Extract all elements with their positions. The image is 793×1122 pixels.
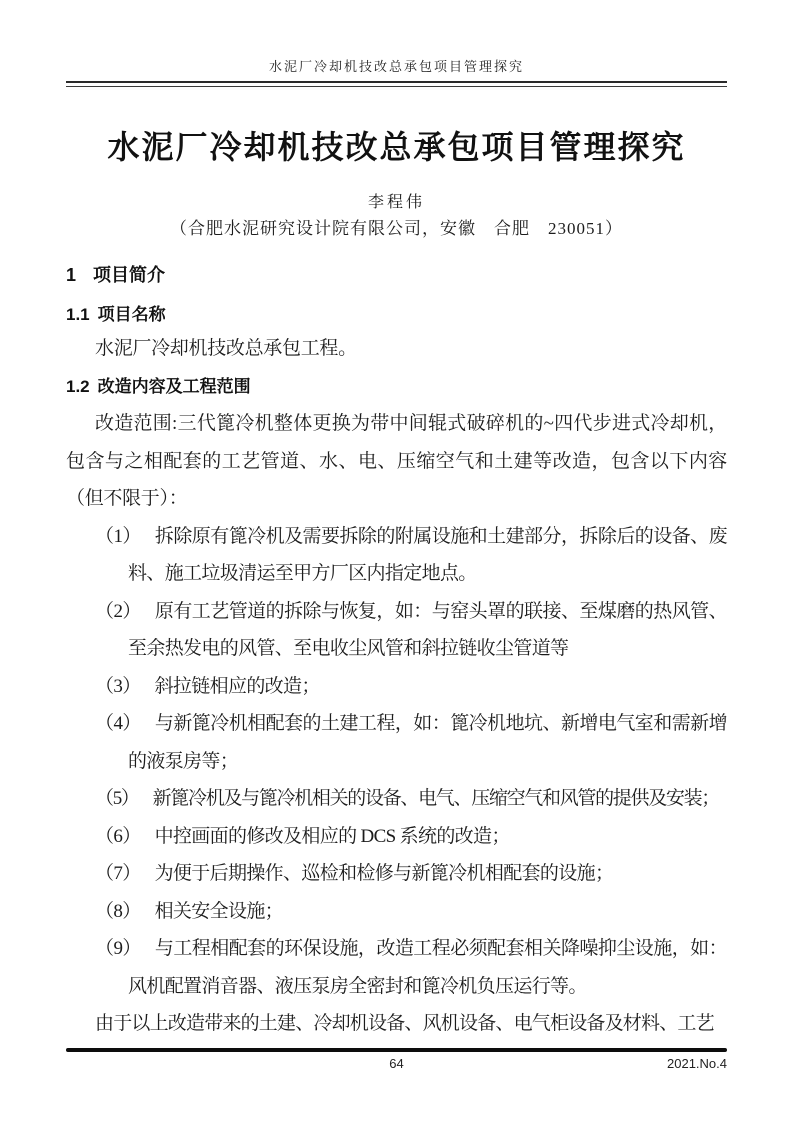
section-number: 1.1 bbox=[66, 305, 90, 324]
section-number: 1 bbox=[66, 265, 77, 285]
section-heading-1 bbox=[66, 263, 727, 287]
list-item-text: 原有工艺管道的拆除与恢复，如：与窑头罩的联接、至煤磨的热风管、至余热发电的风管、至电收尘风管和斜拉链收尘管道等 bbox=[128, 600, 727, 659]
list-item-number: （5） bbox=[95, 788, 139, 809]
list-item-text: 为便于后期操作、巡检和检修与新篦冷机相配套的设施； bbox=[154, 863, 614, 884]
list-item-number: （6） bbox=[95, 825, 141, 847]
section-heading-1-2 bbox=[66, 375, 727, 399]
list-item-number: （3） bbox=[95, 675, 141, 697]
author-name: 李程伟 bbox=[367, 194, 425, 211]
issue-label: 2021.No.4 bbox=[667, 1056, 727, 1071]
list-item-number: （9） bbox=[95, 938, 141, 959]
scope-list bbox=[66, 518, 727, 1006]
list-item-number: （7） bbox=[95, 863, 141, 884]
paragraph-closing: 由于以上改造带来的土建、冷却机设备、风机设备、电气柜设备及材料、工艺 bbox=[95, 1013, 714, 1034]
list-item-text: 拆除原有篦冷机及需要拆除的附属设施和土建部分，拆除后的设备、废料、施工垃圾清运至甲方厂区内指定地点。 bbox=[128, 525, 727, 584]
list-item-text: 与新篦冷机相配套的土建工程，如：篦冷机地坑、新增电气室和需新增的液泵房等； bbox=[128, 713, 727, 772]
paragraph-scope-intro: 改造范围:三代篦冷机整体更换为带中间辊式破碎机的~四代步进式冷却机，包含与之相配套的工艺管道、水、电、压缩空气和土建等改造，包含以下内容（但不限于）： bbox=[66, 413, 727, 509]
list-item-text: 与工程相配套的环保设施，改造工程必须配套相关降噪抑尘设施，如：风机配置消音器、液压泵房全密封和篦冷机负压运行等。 bbox=[128, 938, 727, 997]
section-number: 1.2 bbox=[66, 377, 90, 396]
list-item-text: 新篦冷机及与篦冷机相关的设备、电气、压缩空气和风管的提供及安装； bbox=[152, 788, 720, 809]
list-item-number: （1） bbox=[95, 525, 141, 547]
footer-row bbox=[66, 1055, 727, 1072]
author-affiliation: （合肥水泥研究设计院有限公司，安徽 合肥 230051） bbox=[170, 219, 623, 238]
list-item-text: 相关安全设施； bbox=[154, 900, 284, 922]
page-footer bbox=[66, 1048, 727, 1072]
list-item-number: （8） bbox=[95, 900, 141, 922]
list-item bbox=[66, 593, 727, 668]
list-item bbox=[66, 930, 727, 1005]
list-item bbox=[66, 518, 727, 593]
list-item bbox=[66, 780, 727, 818]
list-item bbox=[66, 705, 727, 780]
list-item-text: 中控画面的修改及相应的 DCS 系统的改造； bbox=[154, 825, 510, 847]
section-title: 项目简介 bbox=[93, 265, 166, 285]
section-heading-1-1 bbox=[66, 303, 727, 327]
list-item bbox=[66, 818, 727, 856]
section-title: 项目名称 bbox=[97, 305, 166, 324]
header-rule bbox=[66, 81, 727, 87]
list-item bbox=[66, 668, 727, 706]
paragraph-project-name: 水泥厂冷却机技改总承包工程。 bbox=[95, 338, 357, 359]
list-item bbox=[66, 893, 727, 931]
list-item bbox=[66, 855, 727, 893]
page-number: 64 bbox=[389, 1056, 404, 1071]
running-header: 水泥厂冷却机技改总承包项目管理探究 bbox=[268, 59, 524, 74]
list-item-text: 斜拉链相应的改造； bbox=[154, 675, 320, 697]
list-item-number: （4） bbox=[95, 713, 141, 734]
footer-rule bbox=[66, 1048, 727, 1052]
paper-title: 水泥厂冷却机技改总承包项目管理探究 bbox=[107, 129, 686, 165]
list-item-number: （2） bbox=[95, 600, 141, 622]
section-title: 改造内容及工程范围 bbox=[97, 377, 251, 396]
